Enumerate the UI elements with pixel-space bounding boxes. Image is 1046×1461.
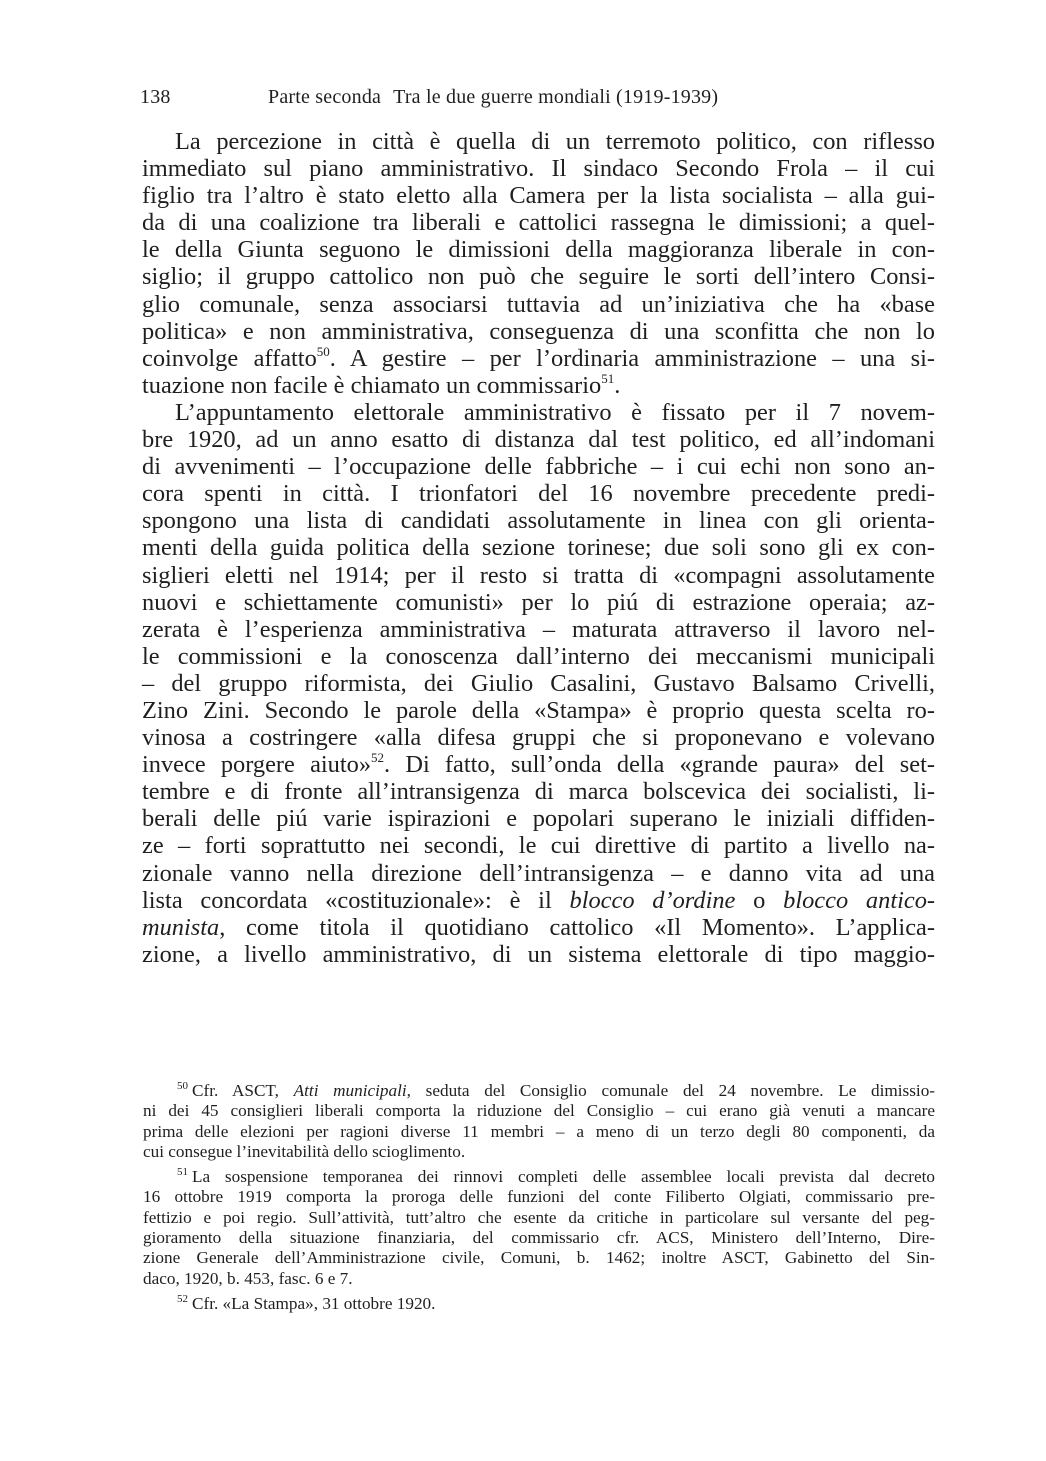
text-segment: Cfr. ASCT,	[192, 1081, 294, 1100]
footnote-line: 16 ottobre 1919 comporta la proroga delle funzioni del conte Filiberto Olgiati, commissario pre-	[143, 1187, 935, 1207]
header-part: Parte seconda	[268, 86, 382, 108]
text-line: menti della guida politica della sezione torinese; due soli sono gli ex con-	[142, 534, 935, 562]
text-line: zione, a livello amministrativo, di un sistema elettorale di tipo maggio-	[142, 940, 935, 968]
text-line: glio comunale, senza associarsi tuttavia ad un’iniziativa che ha «base	[142, 290, 935, 318]
text-line: le della Giunta seguono le dimissioni della maggioranza liberale in con-	[142, 236, 935, 264]
main-text	[142, 128, 935, 968]
text-line: berali delle piú varie ispirazioni e popolari superano le iniziali diffiden-	[142, 805, 935, 833]
footnote-number: 51	[177, 1166, 188, 1179]
paragraph-1	[142, 128, 935, 399]
text-line	[142, 372, 935, 399]
footnote-reference[interactable]: 52	[371, 750, 385, 766]
text-line	[142, 345, 935, 372]
text-segment: tuazione non facile è chiamato un commissario	[142, 371, 602, 399]
text-line: di avvenimenti – l’occupazione delle fabbriche – i cui echi non sono an-	[142, 453, 935, 481]
text-line: siglio; il gruppo cattolico non può che seguire le sorti dell’intero Consi-	[142, 263, 935, 291]
text-line: politica» e non amministrativa, conseguenza di una sconfitta che non lo	[142, 317, 935, 345]
text-line: – del gruppo riformista, dei Giulio Casalini, Gustavo Balsamo Crivelli,	[142, 669, 935, 697]
italic-phrase: blocco antico-	[783, 886, 936, 914]
text-line: tembre e di fronte all’intransigenza di marca bolscevica dei socialisti, li-	[142, 778, 935, 806]
text-segment: invece porgere aiuto»	[142, 751, 372, 779]
header-section-title: Tra le due guerre mondiali (1919-1939)	[393, 86, 719, 108]
text-segment: .	[614, 371, 621, 399]
footnote-line	[143, 1294, 935, 1314]
text-line: zerata è l’esperienza amministrativa – maturata attraverso il lavoro nel-	[142, 615, 935, 643]
text-line: vinosa a costringere «alla difesa gruppi che si proponevano e volevano	[142, 724, 935, 752]
text-segment: o	[735, 886, 784, 914]
footnote-line: zione Generale dell’Amministrazione civile, Comuni, b. 1462; inoltre ASCT, Gabinetto del Sin-	[143, 1248, 935, 1268]
paragraph-2	[142, 399, 935, 968]
text-line	[142, 751, 935, 778]
footnote-number: 52	[177, 1292, 188, 1305]
text-line: nuovi e schiettamente comunisti» per lo piú di estrazione operaia; az-	[142, 588, 935, 616]
text-segment: , seduta del Consiglio comunale del 24 novembre. Le dimissio-	[406, 1081, 936, 1100]
text-line	[142, 887, 935, 914]
italic-phrase: blocco d’ordine	[569, 886, 736, 914]
text-segment: Cfr. «La Stampa», 31 ottobre 1920.	[192, 1293, 436, 1313]
text-line: figlio tra l’altro è stato eletto alla Camera per la lista socialista – alla gui-	[142, 182, 935, 210]
text-line: cora spenti in città. I trionfatori del 16 novembre precedente predi-	[142, 480, 935, 508]
text-line: zionale vanno nella direzione dell’intransigenza – e danno vita ad una	[142, 859, 935, 887]
text-line: L’appuntamento elettorale amministrativo è fissato per il 7 novem-	[175, 398, 935, 426]
text-segment: . Di fatto, sull’onda della «grande paura» del set-	[384, 751, 935, 779]
footnote-line	[143, 1167, 935, 1187]
footnote-50	[143, 1081, 935, 1162]
footnote-line: fettizio e poi regio. Sull’attività, tutt’altro che esente da critiche in particolare sul versante del peg-	[143, 1207, 935, 1227]
text-segment: , come titola il quotidiano cattolico «Il Momento». L’applica-	[219, 913, 935, 941]
text-segment: La sospensione temporanea dei rinnovi completi delle assemblee locali prevista dal decreto	[192, 1167, 935, 1187]
footnote-line: gioramento della situazione finanziaria, del commissario cfr. ACS, Ministero dell’Interno, Dire-	[143, 1228, 935, 1248]
footnotes	[143, 1081, 935, 1319]
footnote-number: 50	[177, 1080, 188, 1092]
page-number: 138	[140, 86, 171, 108]
text-segment: coinvolge affatto	[142, 344, 317, 372]
italic-phrase: munista	[142, 913, 220, 941]
footnote-reference[interactable]: 50	[316, 343, 330, 359]
footnote-line: prima delle elezioni per ragioni diverse 11 membri – a meno di un terzo degli 80 componenti, da	[143, 1121, 935, 1141]
text-line: siglieri eletti nel 1914; per il resto si tratta di «compagni assolutamente	[142, 561, 935, 589]
text-line	[142, 914, 935, 941]
footnote-line: ni dei 45 consiglieri liberali comporta la riduzione del Consiglio – cui erano già venuti a mancare	[143, 1101, 935, 1121]
text-line: da di una coalizione tra liberali e cattolici rassegna le dimissioni; a quel-	[142, 209, 935, 237]
footnote-51	[143, 1167, 935, 1289]
text-line: bre 1920, ad un anno esatto di distanza dal test politico, ed all’indomani	[142, 426, 935, 454]
text-line: ze – forti soprattutto nei secondi, le cui direttive di partito a livello na-	[142, 832, 935, 860]
text-line: La percezione in città è quella di un terremoto politico, con riflesso	[175, 128, 935, 155]
footnote-52	[143, 1294, 935, 1314]
footnote-line	[143, 1081, 935, 1101]
text-segment: . A gestire – per l’ordinaria amministrazione – una si-	[329, 344, 935, 372]
footnote-reference[interactable]: 51	[601, 370, 615, 386]
text-line: le commissioni e la conoscenza dall’interno dei meccanismi municipali	[142, 642, 935, 670]
text-line: spongono una lista di candidati assolutamente in linea con gli orienta-	[142, 507, 935, 535]
footnote-line: cui consegue l’inevitabilità dello scioglimento.	[143, 1141, 466, 1161]
text-line: Zino Zini. Secondo le parole della «Stampa» è proprio questa scelta ro-	[142, 696, 935, 724]
text-line: immediato sul piano amministrativo. Il sindaco Secondo Frola – il cui	[142, 155, 935, 183]
text-segment: lista concordata «costituzionale»: è il	[142, 886, 570, 914]
running-header	[140, 86, 718, 109]
italic-phrase: Atti municipali	[293, 1081, 407, 1100]
footnote-line: daco, 1920, b. 453, fasc. 6 e 7.	[143, 1268, 353, 1288]
